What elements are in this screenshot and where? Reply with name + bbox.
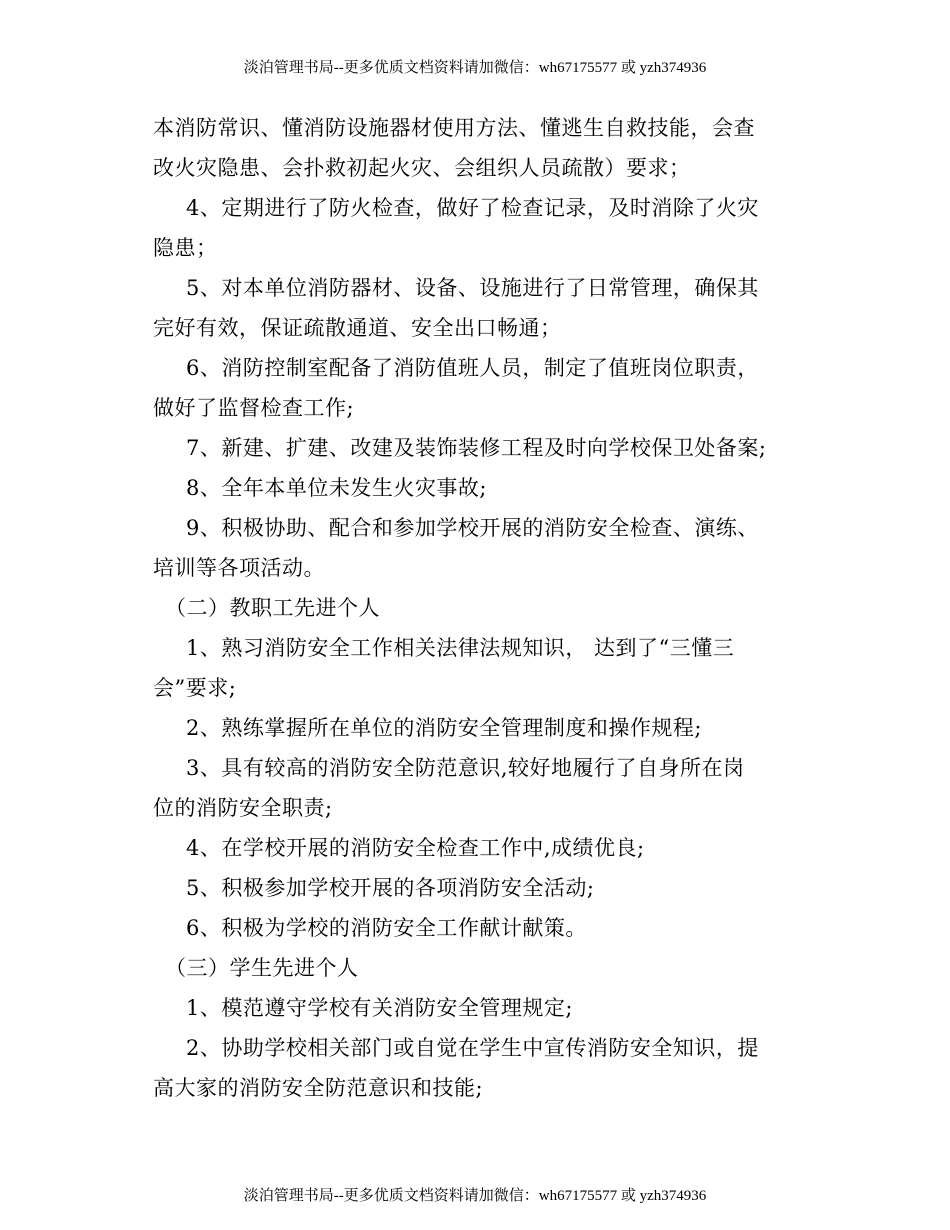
- document-body: [153, 108, 813, 1108]
- list-item: 2、熟练掌握所在单位的消防安全管理制度和操作规程;: [186, 716, 702, 740]
- list-item: 1、模范遵守学校有关消防安全管理规定;: [186, 996, 573, 1020]
- list-item: 9、积极协助、配合和参加学校开展的消防安全检查、演练、: [186, 516, 759, 540]
- paragraph-line: 会”要求;: [153, 676, 237, 700]
- list-item: 5、对本单位消防器材、设备、设施进行了日常管理，确保其: [186, 276, 759, 300]
- section-heading: （三）学生先进个人: [165, 956, 359, 980]
- list-item: 8、全年本单位未发生火灾事故;: [186, 476, 487, 500]
- list-item: 7、新建、扩建、改建及装饰装修工程及时向学校保卫处备案;: [186, 436, 767, 460]
- paragraph-line: 改火灾隐患、会扑救初起火灾、会组织人员疏散）要求；: [153, 156, 691, 180]
- section-heading: （二）教职工先进个人: [165, 596, 380, 620]
- list-item: 1、熟习消防安全工作相关法律法规知识， 达到了“三懂三: [186, 636, 735, 660]
- paragraph-line: 本消防常识、懂消防设施器材使用方法、懂逃生自救技能，会查: [153, 116, 755, 140]
- list-item: 6、消防控制室配备了消防值班人员，制定了值班岗位职责，: [186, 356, 759, 380]
- list-item: 4、在学校开展的消防安全检查工作中,成绩优良;: [186, 836, 645, 860]
- paragraph-line: 隐患；: [153, 236, 218, 260]
- paragraph-line: 做好了监督检查工作;: [153, 396, 355, 420]
- page-header: 淡泊管理书局--更多优质文档资料请加微信：wh67175577 或 yzh374936: [243, 60, 707, 76]
- paragraph-line: 位的消防安全职责;: [153, 796, 333, 820]
- paragraph-line: 完好有效，保证疏散通道、安全出口畅通；: [153, 316, 562, 340]
- list-item: 4、定期进行了防火检查，做好了检查记录，及时消除了火灾: [186, 196, 759, 220]
- page-footer: 淡泊管理书局--更多优质文档资料请加微信：wh67175577 或 yzh374936: [243, 1188, 707, 1204]
- list-item: 6、积极为学校的消防安全工作献计献策。: [186, 916, 587, 940]
- list-item: 5、积极参加学校开展的各项消防安全活动;: [186, 876, 595, 900]
- list-item: 3、具有较高的消防安全防范意识,较好地履行了自身所在岗: [186, 756, 745, 780]
- list-item: 2、协助学校相关部门或自觉在学生中宣传消防安全知识，提: [186, 1036, 759, 1060]
- paragraph-line: 高大家的消防安全防范意识和技能;: [153, 1076, 484, 1100]
- paragraph-line: 培训等各项活动。: [153, 556, 325, 580]
